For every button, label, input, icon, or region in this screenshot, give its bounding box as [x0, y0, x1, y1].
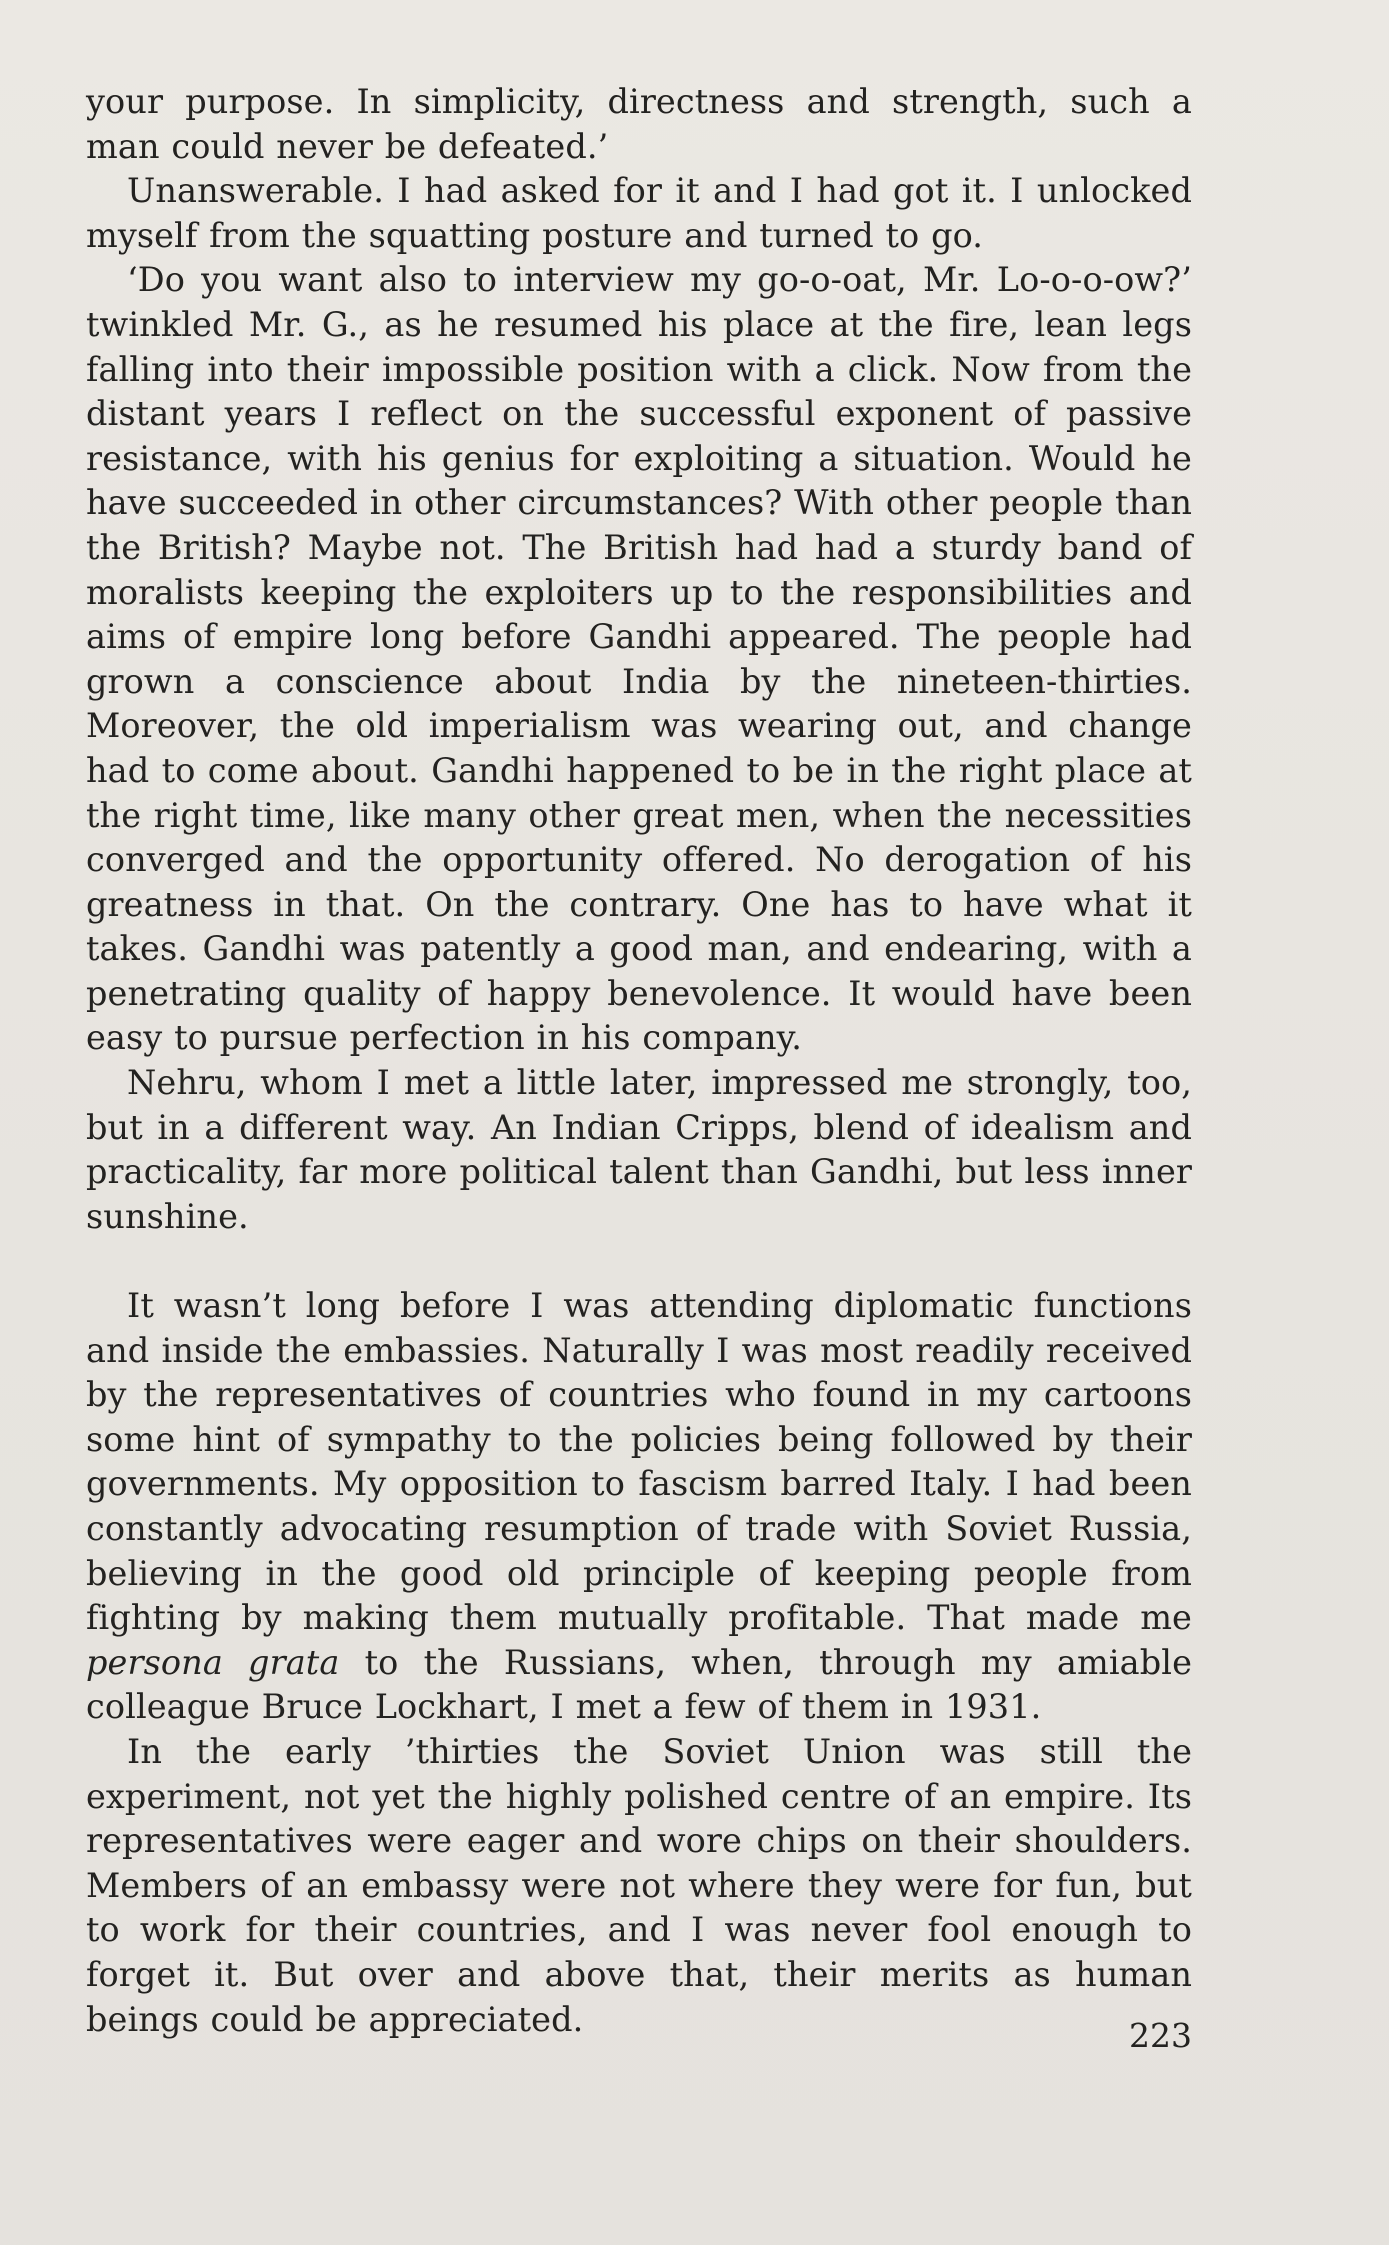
paragraph-6: In the early ’thirties the Soviet Union was still the experiment, not yet the highly polished centre of an empire. Its representatives were eager and wore chips on their shoulders. Members of an embassy were not where they were for fun, but to work for their countries, and I was never fool enough to forget it. But over and above that, their merits as human beings could be appreciated.: [86, 1731, 1192, 2039]
paragraph-5-text-b: to the Russians, when, through my amiable colleague Bruce Lockhart, I met a few of them in 1931.: [86, 1642, 1192, 1727]
paragraph-1: your purpose. In simplicity, directness and strength, such a man could never be defeated.’: [86, 82, 1192, 166]
paragraph-3: ‘Do you want also to interview my go-o-oat, Mr. Lo-o-o-ow?’ twinkled Mr. G., as he resumed his place at the fire, lean legs falling into their impossible position with a click. Now from the distant years I reflect on the successful exponent of passive resistance, with his genius for exploiting a situation. Would he have succeeded in other circumstances? With other people than the British? Maybe not. The British had had a sturdy band of moralists keeping the exploiters up to the responsibilities and aims of empire long before Gandhi appeared. The people had grown a conscience about India by the nineteen-thirties. Moreover, the old imperialism was wearing out, and change had to come about. Gandhi happened to be in the right place at the right time, like many other great men, when the necessities converged and the opportunity offered. No derogation of his greatness in that. On the contrary. One has to have what it takes. Gandhi was patently a good man, and endearing, with a penetrating quality of happy benevolence. It would have been easy to pursue perfection in his company.: [86, 260, 1192, 1058]
paragraph-2: Unanswerable. I had asked for it and I had got it. I unlocked myself from the squatting posture and turned to go.: [86, 171, 1192, 255]
paragraph-5-text-a: It wasn’t long before I was attending diplomatic functions and inside the embassies. Naturally I was most readily received by the representatives of countries who found in my cartoons some hint of sympathy to the policies being followed by their governments. My opposition to fascism barred Italy. I had been constantly advocating resumption of trade with Soviet Russia, believing in the good old principle of keeping people from fighting by making them mutually profitable. That made me: [86, 1286, 1192, 1638]
paragraph-5: [86, 1284, 1192, 1730]
body-text: [86, 80, 1192, 2042]
paragraph-4: Nehru, whom I met a little later, impressed me strongly, too, but in a different way. An Indian Cripps, blend of idealism and practicality, far more political talent than Gandhi, but less inner sunshine.: [86, 1063, 1192, 1236]
page-number: 223: [1129, 2016, 1192, 2055]
section-break: [86, 1239, 1192, 1284]
italic-phrase: persona grata: [86, 1642, 340, 1682]
